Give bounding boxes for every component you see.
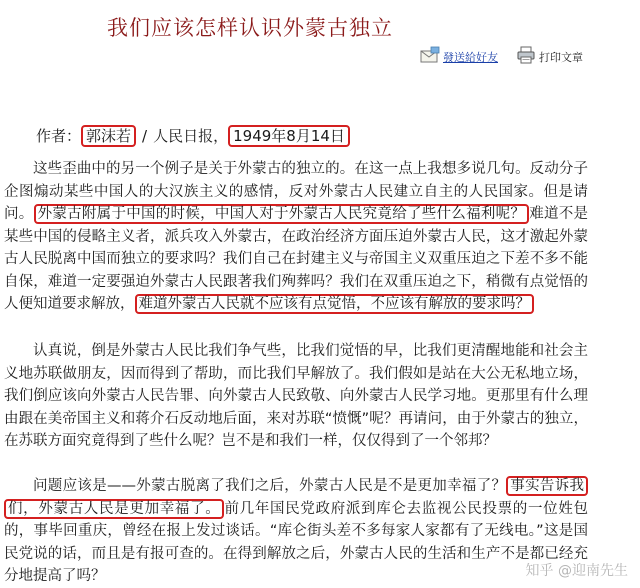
highlighted-passage: 事实告诉我们，外蒙古人民是更加幸福了。 (4, 476, 588, 519)
byline-separator: / (142, 127, 148, 145)
paragraph-text: 前几年国民党政府派到库仑去监视公民投票的一位姓包的，事毕回重庆，曾经在报上发过谈话。“库仑街头差不多每家人家都有了无线电。”这是国民党说的话，而且是有报可查的。在得到解放之后，外蒙古人民的生活和生产不是都已经充分地提高了吗？ (4, 500, 589, 584)
paragraph-3 (4, 475, 588, 588)
article-byline (36, 125, 350, 146)
print-article-button[interactable] (516, 46, 583, 67)
watermark: 知乎 @迎南先生 (525, 563, 628, 579)
send-to-friend-link[interactable] (420, 46, 498, 67)
publish-date: 1949年8月14日 (228, 125, 350, 147)
author-name: 郭沫若 (81, 125, 136, 147)
paragraph-text: 问题应该是——外蒙古脱离了我们之后，外蒙古人民是不是更加幸福了？ (33, 478, 507, 494)
source-name: 人民日报， (153, 127, 229, 145)
paragraph-1 (4, 158, 588, 316)
paragraph-2 (4, 340, 588, 453)
article-toolbar (420, 46, 630, 72)
paragraph-text: 难道不是某些中国的侵略主义者，派兵攻入外蒙古，在政治经济方面压迫外蒙古人民，这才激起外蒙古人民脱离中国而独立的要求吗？我们自己在封建主义与帝国主义双重压迫之下差不多不能自保，难道一定要强迫外蒙古人民跟著我们殉葬吗？我们在双重压迫之下，稍微有点觉悟的人便知道要求解放， (4, 206, 589, 312)
send-to-friend-label: 發送給好友 (443, 50, 498, 64)
article-title: 我们应该怎样认识外蒙古独立 (107, 16, 393, 40)
printer-icon (516, 46, 536, 67)
byline-prefix: 作者： (36, 127, 82, 145)
highlighted-passage: 外蒙古附属于中国的时候，中国人对于外蒙古人民究竟给了些什么福利呢？ (34, 204, 530, 224)
paragraph-text: 这些歪曲中的另一个例子是关于外蒙古的独立的。在这一点上我想多说几句。反动分子企图煽动某些中国人的大汉族主义的感情，反对外蒙古人民建立自主的人民国家。但是请问。 (4, 161, 588, 222)
print-article-label: 打印文章 (539, 50, 583, 64)
envelope-icon (420, 46, 440, 67)
paragraph-text: 认真说，倒是外蒙古人民比我们争气些，比我们觉悟的早，比我们更清醒地能和社会主义地苏联做朋友，因而得到了帮助，而比我们早解放了。我们假如是站在大公无私地立场，我们倒应该向外蒙古人民告罪、向外蒙古人民致敬、向外蒙古人民学习地。更那里有什么理由跟在美帝国主义和蒋介石反动地后面，来对苏联“愤慨”呢？再请问，由于外蒙古的独立，在苏联方面究竟得到了些什么呢？岂不是和我们一样，仅仅得到了一个邻邦？ (4, 343, 588, 449)
highlighted-passage: 难道外蒙古人民就不应该有点觉悟，不应该有解放的要求吗？ (135, 294, 535, 314)
